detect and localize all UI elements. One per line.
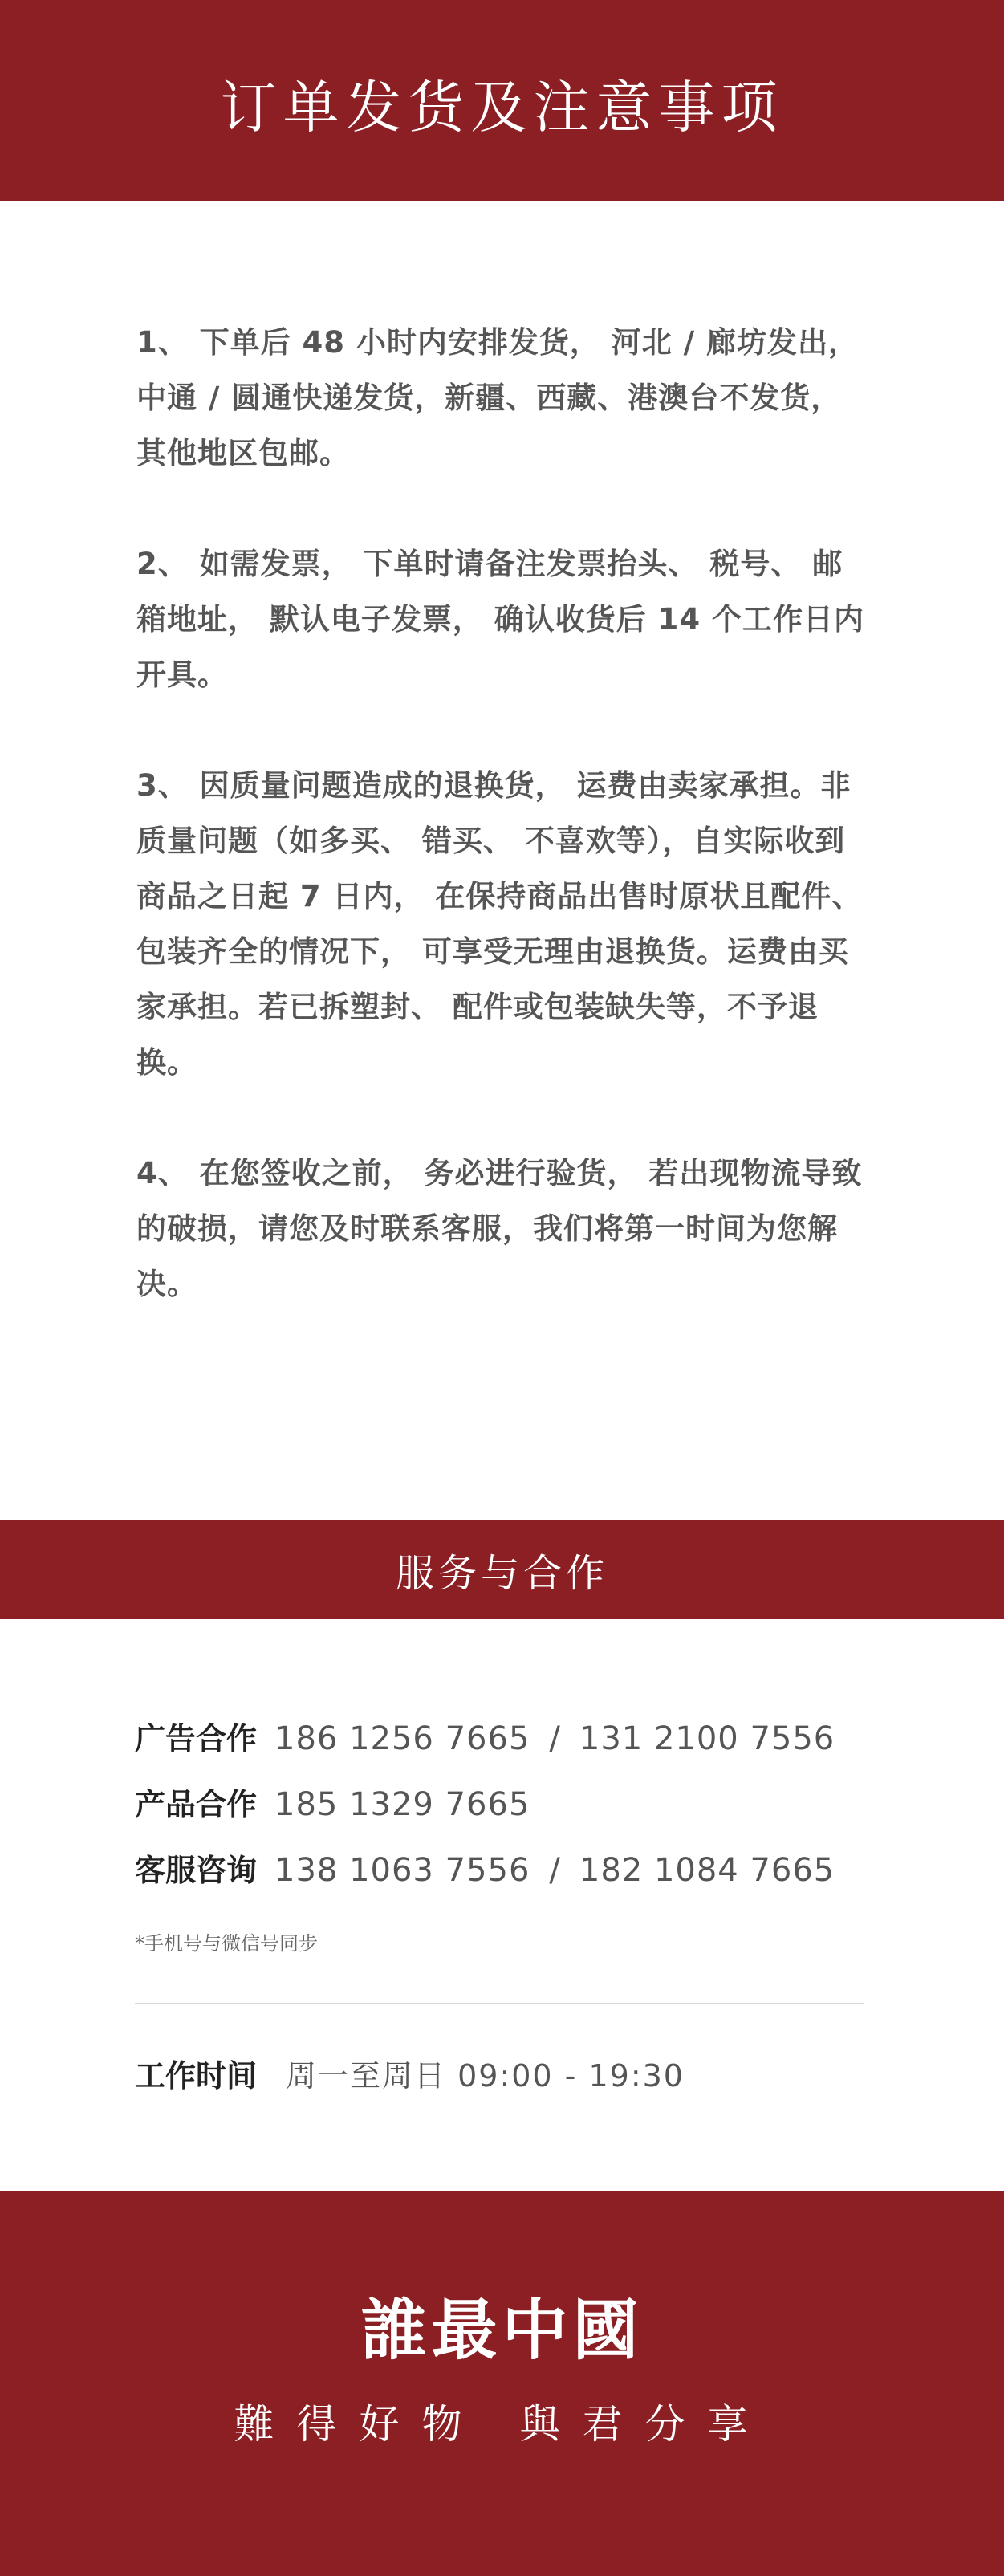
working-hours: [135, 2051, 685, 2095]
phone-separator: /: [549, 1720, 560, 1757]
contact-row-support: [135, 1846, 864, 1911]
contact-label: 广告合作: [135, 1721, 258, 1756]
notice-item-inspection: 4、 在您签收之前， 务必进行验货， 若出现物流导致的破损，请您及时联系客服，我们将第一时间为您解决。: [136, 1156, 863, 1301]
notice-item-shipping: 1、 下单后 48 小时内安排发货， 河北 / 廊坊发出，中通 / 圆通快递发货，新疆、西藏、港澳台不发货，其他地区包邮。: [136, 325, 860, 470]
hours-value: 周一至周日 09:00 - 19:30: [286, 2058, 685, 2094]
contact-list: [135, 1714, 864, 1955]
page-title: 订单发货及注意事项: [220, 74, 784, 140]
phone-number: 182 1084 7665: [579, 1852, 835, 1889]
phone-number: 186 1256 7665: [274, 1720, 530, 1757]
hours-label: 工作时间: [135, 2058, 258, 2094]
brand-slogan: 難得好物 與君分享: [234, 2401, 770, 2448]
wechat-footnote: *手机号与微信号同步: [135, 1932, 318, 1955]
service-title: 服务与合作: [395, 1550, 608, 1596]
contact-label: 产品合作: [135, 1787, 258, 1822]
footer-banner: [0, 2191, 1004, 2576]
contact-label: 客服咨询: [135, 1853, 258, 1888]
phone-number: 138 1063 7556: [274, 1852, 530, 1889]
phone-separator: /: [549, 1852, 560, 1889]
service-banner: [0, 1520, 1004, 1619]
phone-number: 131 2100 7556: [579, 1720, 835, 1757]
notice-item-invoice: 2、 如需发票， 下单时请备注发票抬头、 税号、 邮箱地址， 默认电子发票， 确认收货后 14 个工作日内开具。: [136, 547, 865, 692]
divider: [135, 2003, 864, 2004]
phone-number: 185 1329 7665: [274, 1786, 530, 1823]
notice-item-returns: 3、 因质量问题造成的退换货， 运费由卖家承担。非质量问题（如多买、 错买、 不喜欢等），自实际收到商品之日起 7 日内， 在保持商品出售时原状且配件、包装齐全的情况下， 可享受无理由退换货。运费由买家承担。若已拆塑封、 配件或包装缺失等，不予退换。: [136, 768, 863, 1080]
notice-list: [136, 315, 868, 1367]
contact-row-product: [135, 1780, 864, 1846]
contact-row-advertising: [135, 1714, 864, 1780]
header-banner: [0, 0, 1004, 201]
brand-logo-text: 誰最中國: [360, 2292, 644, 2369]
